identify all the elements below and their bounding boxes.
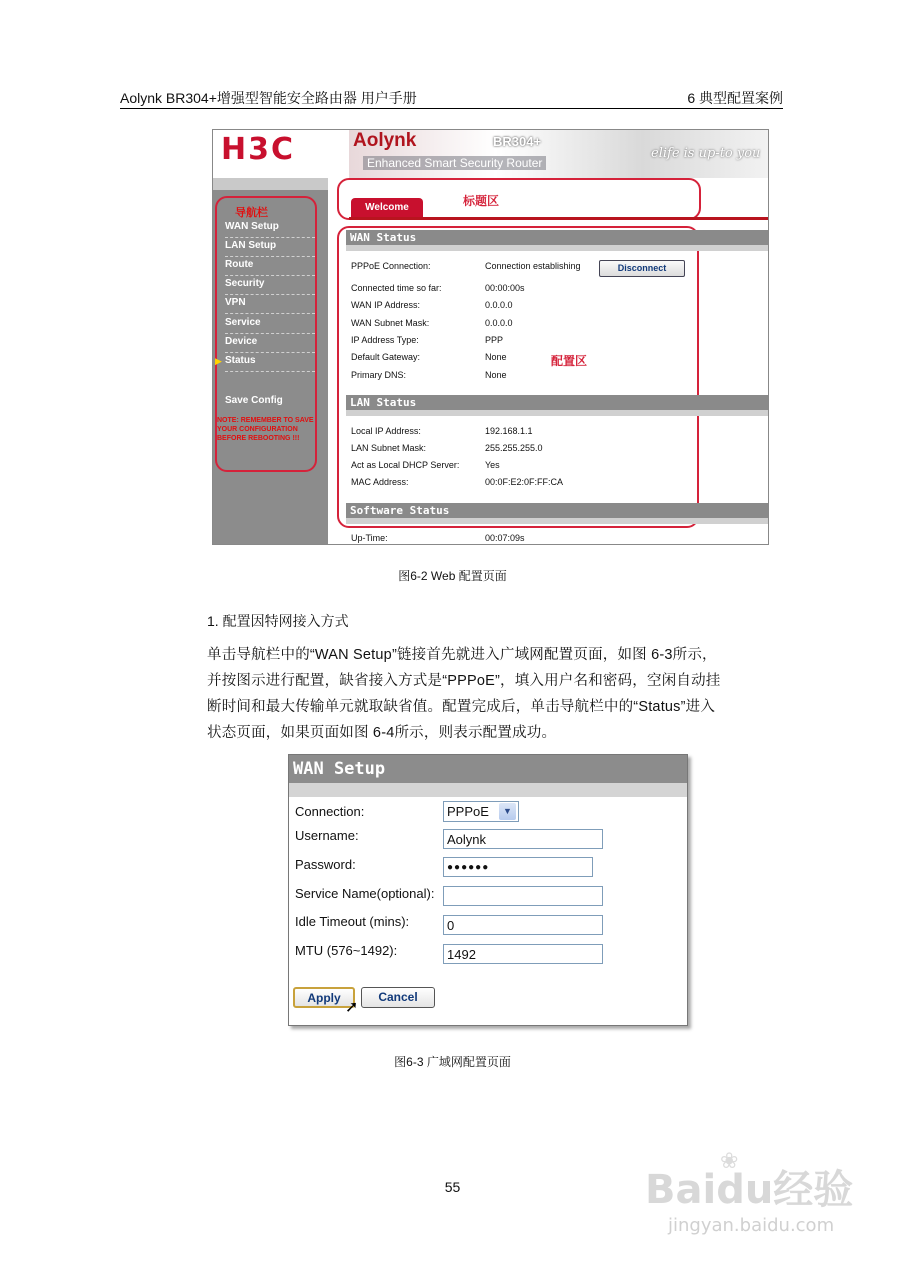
mtu-input[interactable]: 1492 <box>443 944 603 964</box>
lan-value: Yes <box>485 460 500 470</box>
lan-value: 00:0F:E2:0F:FF:CA <box>485 477 564 487</box>
wan-value: None <box>485 352 507 362</box>
sw-label: Up-Time: <box>351 533 388 543</box>
software-status-title: Software Status <box>346 503 768 518</box>
nav-item-service[interactable]: Service <box>225 315 315 334</box>
disconnect-button[interactable]: Disconnect <box>599 260 685 277</box>
paragraph-line: 单击导航栏中的“WAN Setup”链接首先就进入广域网配置页面，如图 6-3所示， <box>207 647 717 663</box>
wan-value: 0.0.0.0 <box>485 318 513 328</box>
header-left: Aolynk BR304+增强型智能安全路由器 用户手册 <box>120 90 417 106</box>
connection-label: Connection: <box>295 804 365 819</box>
slogan: elife is up-to you <box>651 146 761 161</box>
wan-label: Connected time so far: <box>351 283 442 293</box>
wan-label: Default Gateway: <box>351 352 421 362</box>
wan-label: WAN IP Address: <box>351 300 421 310</box>
sw-value: 00:07:09s <box>485 533 525 543</box>
service-name-label: Service Name(optional): <box>295 886 435 901</box>
paragraph-line: 断时间和最大传输单元就取缺省值。配置完成后，单击导航栏中的“Status”进入 <box>207 699 716 715</box>
sidebar-top <box>213 178 328 190</box>
idle-timeout-input[interactable]: 0 <box>443 915 603 935</box>
lan-status-title: LAN Status <box>346 395 768 410</box>
header-right: 6 典型配置案例 <box>687 90 783 106</box>
wan-value: Connection establishing <box>485 261 581 271</box>
baidu-watermark-logo: Baidu经验 <box>645 1167 854 1213</box>
nav-item-lan-setup[interactable]: LAN Setup <box>225 238 315 257</box>
software-status-underbar <box>346 518 768 524</box>
username-label: Username: <box>295 828 359 843</box>
page-number: 55 <box>444 1179 461 1195</box>
paragraph-line: 并按图示进行配置，缺省接入方式是“PPPoE”，填入用户名和密码，空闲自动挂 <box>207 673 721 689</box>
idle-timeout-label: Idle Timeout (mins): <box>295 914 410 929</box>
lan-value: 255.255.255.0 <box>485 443 543 453</box>
connection-select[interactable]: PPPoE <box>443 801 519 822</box>
active-arrow-icon: ▶ <box>215 356 222 366</box>
paw-icon: ❀ <box>720 1148 739 1173</box>
figure1-caption: 图6-2 Web 配置页面 <box>398 569 507 583</box>
figure2-caption: 图6-3 广域网配置页面 <box>394 1055 511 1069</box>
wan-value: PPP <box>485 335 504 345</box>
config-annotation-label: 配置区 <box>551 354 588 368</box>
wan-value: 00:00:00s <box>485 283 525 293</box>
tagline: Enhanced Smart Security Router <box>363 156 546 170</box>
nav-item-security[interactable]: Security <box>225 276 315 295</box>
wan-value: None <box>485 370 507 380</box>
model-name: BR304+ <box>493 134 542 149</box>
nav-item-wan-setup[interactable]: WAN Setup <box>225 219 315 238</box>
title-annotation-label: 标题区 <box>463 194 500 208</box>
figure-web-config-page <box>212 129 769 545</box>
baidu-watermark-url: jingyan.baidu.com <box>668 1215 835 1236</box>
chevron-down-icon[interactable]: ▼ <box>499 803 516 820</box>
save-note: NOTE: REMEMBER TO SAVE YOUR CONFIGURATION BEFORE REBOOTING !!! <box>217 417 314 442</box>
wan-setup-underbar <box>289 783 687 797</box>
username-input[interactable]: Aolynk <box>443 829 603 849</box>
password-label: Password: <box>295 857 356 872</box>
nav-item-vpn[interactable]: VPN <box>225 295 315 314</box>
paragraph-line: 状态页面，如果页面如图 6-4所示，则表示配置成功。 <box>207 725 557 741</box>
mtu-label: MTU (576~1492): <box>295 943 398 958</box>
wan-label: Primary DNS: <box>351 370 407 380</box>
service-name-input[interactable] <box>443 886 603 906</box>
wan-setup-title: WAN Setup <box>289 755 687 783</box>
lan-value: 192.168.1.1 <box>485 426 533 436</box>
apply-button[interactable]: Apply <box>293 987 355 1008</box>
wan-status-title: WAN Status <box>346 230 768 245</box>
brand-name: Aolynk <box>353 130 417 151</box>
nav-item-device[interactable]: Device <box>225 334 315 353</box>
section-heading: 1. 配置因特网接入方式 <box>207 613 349 629</box>
header-rule <box>120 108 783 109</box>
cancel-button[interactable]: Cancel <box>361 987 435 1008</box>
tab-welcome[interactable]: Welcome <box>351 198 423 217</box>
nav-item-save-config[interactable]: Save Config <box>225 395 283 406</box>
wan-status-underbar <box>346 245 768 251</box>
figure-wan-setup <box>288 754 688 1026</box>
nav-item-route[interactable]: Route <box>225 257 315 276</box>
lan-label: Act as Local DHCP Server: <box>351 460 460 470</box>
mouse-cursor-icon: ➚ <box>345 999 359 1016</box>
lan-label: LAN Subnet Mask: <box>351 443 427 453</box>
lan-status-underbar <box>346 410 768 416</box>
wan-label: PPPoE Connection: <box>351 261 431 271</box>
lan-label: MAC Address: <box>351 477 409 487</box>
wan-label: IP Address Type: <box>351 335 419 345</box>
password-input[interactable]: ●●●●●● <box>443 857 593 877</box>
lan-label: Local IP Address: <box>351 426 421 436</box>
nav-annotation-label: 导航栏 <box>235 207 268 219</box>
nav-item-status[interactable]: Status <box>225 353 315 372</box>
h3c-logo: H3C <box>221 132 295 167</box>
wan-value: 0.0.0.0 <box>485 300 513 310</box>
wan-label: WAN Subnet Mask: <box>351 318 430 328</box>
